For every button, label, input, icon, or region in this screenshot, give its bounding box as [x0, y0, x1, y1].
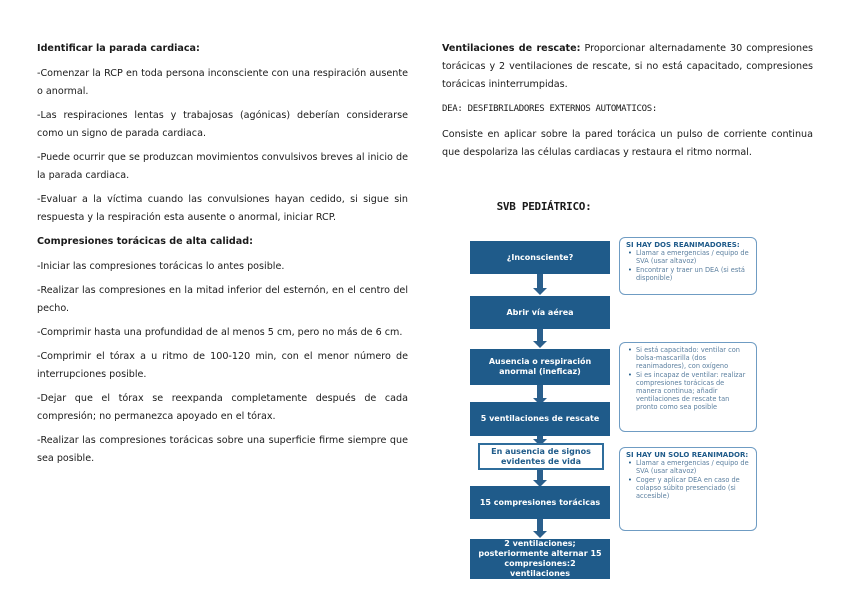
- dea-heading: DEA: DESFIBRILADORES EXTERNOS AUTOMATICOS:: [442, 104, 657, 114]
- paragraph: -Iniciar las compresiones torácicas lo antes posible.: [37, 261, 285, 272]
- heading-identify-arrest: Identificar la parada cardiaca:: [37, 43, 200, 54]
- heading-compressions: Compresiones torácicas de alta calidad:: [37, 236, 253, 247]
- note-title: SI HAY UN SOLO REANIMADOR:: [626, 451, 749, 459]
- svb-flowchart: [464, 234, 758, 588]
- paragraph: -Realizar las compresiones en la mitad inferior del esternón, en el centro del pecho.: [37, 285, 408, 314]
- note-ventilation: [619, 342, 757, 432]
- note-item: • Si es incapaz de ventilar: realizar compresiones torácicas de manera continua; añadir ventilaciones de rescate tan pronto como sea posible: [636, 371, 751, 411]
- note-two-rescuers: [619, 237, 757, 295]
- note-item: • Llamar a emergencias / equipo de SVA (usar altavoz): [636, 459, 751, 475]
- flow-arrow: [537, 519, 543, 532]
- paragraph: -Realizar las compresiones torácicas sobre una superficie firme siempre que sea posible.: [37, 435, 408, 464]
- flow-step-alternate: 2 ventilaciones; posteriormente alternar 15 compresiones:2 ventilaciones: [470, 539, 610, 579]
- rescue-ventilation-title: Ventilaciones de rescate:: [442, 43, 581, 54]
- note-item: • Coger y aplicar DEA en caso de colapso súbito presenciado (si accesible): [636, 476, 751, 500]
- note-item: • Encontrar y traer un DEA (si está disponible): [636, 266, 751, 282]
- flow-step-rescue-breaths: 5 ventilaciones de rescate: [470, 402, 610, 436]
- paragraph: -Las respiraciones lentas y trabajosas (agónicas) deberían considerarse como un signo de parada cardiaca.: [37, 110, 408, 139]
- note-single-rescuer: [619, 447, 757, 531]
- rescue-ventilation-text: Proporcionar alternadamente 30 compresiones torácicas y 2 ventilaciones de rescate, si no está capacitado, compresiones torácicas ininterrumpidas.: [442, 43, 813, 90]
- svb-pediatric-title: SVB PEDIÁTRICO:: [496, 200, 592, 213]
- rescue-ventilation-paragraph: [442, 40, 813, 94]
- flow-arrow: [537, 329, 543, 342]
- paragraph: -Dejar que el tórax se reexpanda completamente después de cada compresión; no permanezca apoyado en el tórax.: [37, 393, 408, 422]
- left-column: [37, 40, 408, 474]
- flow-step-unconscious: ¿Inconsciente?: [470, 241, 610, 274]
- flow-step-15-compressions: 15 compresiones torácicas: [470, 486, 610, 519]
- flow-arrow: [537, 274, 543, 289]
- flow-arrow: [537, 385, 543, 399]
- flow-step-abnormal-breathing: Ausencia o respiración anormal (ineficaz): [470, 349, 610, 385]
- paragraph: -Comprimir hasta una profundidad de al menos 5 cm, pero no más de 6 cm.: [37, 327, 403, 338]
- flow-arrow: [537, 470, 543, 481]
- flow-step-airway: Abrir vía aérea: [470, 296, 610, 329]
- note-item: • Si está capacitado: ventilar con bolsa-mascarilla (dos reanimadores), con oxígeno: [636, 346, 751, 370]
- note-item: • Llamar a emergencias / equipo de SVA (usar altavoz): [636, 249, 751, 265]
- paragraph: -Puede ocurrir que se produzcan movimientos convulsivos breves al inicio de la parada cardiaca.: [37, 152, 408, 181]
- paragraph: -Evaluar a la víctima cuando las convulsiones hayan cedido, si sigue sin respuesta y la respiración esta ausente o anormal, iniciar RCP.: [37, 194, 408, 223]
- paragraph: -Comenzar la RCP en toda persona inconsciente con una respiración ausente o anormal.: [37, 68, 408, 97]
- note-title: SI HAY DOS REANIMADORES:: [626, 241, 740, 249]
- right-column: [442, 40, 813, 168]
- dea-paragraph: Consiste en aplicar sobre la pared torácica un pulso de corriente continua que despolariza las células cardiacas y restaura el ritmo normal.: [442, 129, 813, 158]
- flow-arrow: [537, 436, 543, 440]
- paragraph: -Comprimir el tórax a u ritmo de 100-120 min, con el menor número de interrupciones posible.: [37, 351, 408, 380]
- flow-step-no-signs-of-life: En ausencia de signos evidentes de vida: [478, 443, 604, 470]
